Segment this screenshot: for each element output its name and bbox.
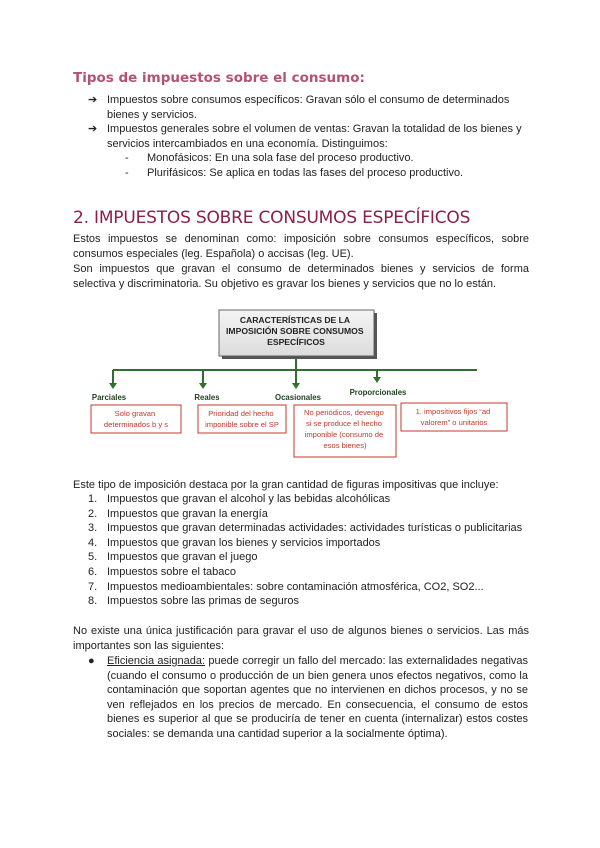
justification-list: [88, 654, 528, 741]
arrow-right-icon: ➔: [88, 123, 98, 135]
sub-list-item: [125, 166, 532, 181]
sub-list-item: [125, 151, 532, 166]
consumption-taxes-heading: Tipos de impuestos sobre el consumo:: [73, 70, 365, 86]
section-heading: 2. IMPUESTOS SOBRE CONSUMOS ESPECÍFICOS: [73, 208, 471, 228]
list-item: [88, 492, 528, 507]
list-item: [88, 536, 528, 551]
list-item: [88, 565, 528, 580]
branch-desc-proporcionales: 1. impositivos fijos “ad valorem” o unitarios: [415, 407, 491, 427]
branch-label-reales: Reales: [194, 393, 220, 402]
branch-label-proporcionales: Proporcionales: [349, 388, 407, 397]
list-item-text: Impuestos que gravan el juego: [107, 551, 258, 564]
list-item-text: Impuestos generales sobre el volumen de ventas: Gravan la totalidad de los bienes y servicios intercambiados en una economía. Distinguimos:: [107, 123, 522, 150]
list-number: 7.: [88, 580, 98, 593]
list-item: [88, 550, 528, 565]
list-item: [88, 580, 528, 595]
list-number: 2.: [88, 507, 98, 520]
branch-desc-parciales: Solo gravan determinados b y s: [103, 409, 169, 429]
list-item-text: Impuestos que gravan el alcohol y las bebidas alcohólicas: [107, 493, 391, 505]
list-number: 8.: [88, 595, 98, 608]
list-item-text: Impuestos que gravan la energía: [107, 507, 268, 520]
paragraph: Estos impuestos se denominan como: imposición sobre consumos específicos, sobre consumos especiales (leg. Española) o accisas (leg. UE).: [73, 233, 529, 260]
paragraph: Este tipo de imposición destaca por la gran cantidad de figuras impositivas que incluye:: [73, 479, 499, 491]
list-item: [88, 507, 528, 522]
paragraph: No existe una única justificación para gravar el uso de algunos bienes o servicios. Las más importantes son las siguientes:: [73, 625, 529, 652]
dash-bullet: -: [125, 152, 129, 164]
tax-figures-list: [88, 492, 528, 609]
branch-label-parciales: Parciales: [91, 393, 127, 402]
list-item-text: Impuestos sobre el tabaco: [107, 565, 237, 578]
list-number: 3.: [88, 522, 98, 535]
list-number: 1.: [88, 493, 98, 505]
bullet-icon: ●: [88, 655, 95, 667]
list-item-text: Impuestos que gravan determinadas actividades: actividades turísticas o publicitarias: [107, 522, 523, 535]
justification-term: Eficiencia asignada:: [107, 655, 206, 667]
dash-bullet: -: [125, 166, 129, 179]
list-item-text: puede corregir un fallo del mercado: las externalidades negativas (cuando el consumo o producción de un bien genera unos efectos negativos, como la contaminación que soportan agentes que no intervienen en dichos procesos, y no se ven reflejados en los precios de mercado. En consecuencia, el consumo de estos bienes es superior al que se produciría de tener en cuenta (internalizar) estos costes sociales: se demanda una cantidad superior a la socialmente óptima).: [107, 655, 528, 740]
branch-label-ocasionales: Ocasionales: [275, 393, 321, 402]
sub-list: [107, 151, 532, 180]
list-item-text: Impuestos sobre las primas de seguros: [107, 595, 299, 608]
list-number: 5.: [88, 551, 98, 564]
list-item: [88, 594, 528, 609]
characteristics-diagram: [85, 307, 515, 450]
list-item-text: Impuestos que gravan los bienes y servicios importados: [107, 536, 381, 549]
branch-desc-reales: Prioridad del hecho imponible sobre el SP: [205, 409, 279, 429]
list-number: 4.: [88, 536, 98, 549]
diagram-title-line: CARACTERÍSTICAS DE LA: [239, 315, 350, 325]
diagram-title-line: IMPOSICIÓN SOBRE CONSUMOS: [226, 326, 364, 336]
diagram-title-line: ESPECÍFICOS: [267, 337, 325, 347]
arrow-right-icon: ➔: [88, 94, 98, 106]
branch-desc-ocasionales: No periódicos, devengo si se produce el hecho imponible (consumo de esos bienes): [304, 408, 384, 450]
paragraph: Son impuestos que gravan el consumo de determinados bienes y servicios de forma selectiva y discriminatoria. Su objetivo es gravar los bienes y servicios que no lo están.: [73, 263, 529, 290]
list-item: [88, 122, 532, 180]
list-item: [88, 93, 532, 122]
consumption-types-list: [88, 93, 532, 180]
list-item: [88, 654, 528, 741]
list-item: [88, 521, 528, 536]
list-item-text: Impuestos medioambientales: sobre contaminación atmosférica, CO2, SO2...: [107, 580, 484, 593]
list-number: 6.: [88, 565, 98, 578]
list-item-text: Impuestos sobre consumos específicos: Gravan sólo el consumo de determinados bienes y servicios.: [107, 94, 510, 121]
sub-list-item-text: Monofásicos: En una sola fase del proceso productivo.: [147, 152, 414, 164]
sub-list-item-text: Plurifásicos: Se aplica en todas las fases del proceso productivo.: [147, 166, 464, 179]
